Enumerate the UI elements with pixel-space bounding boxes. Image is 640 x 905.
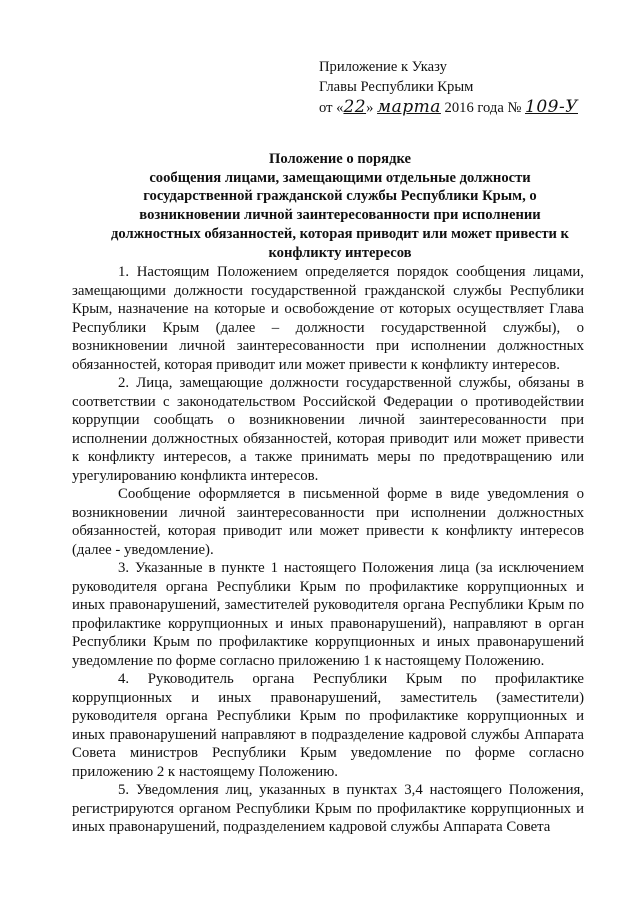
appendix-line-2: Главы Республики Крым — [319, 79, 474, 95]
decree-number-handwritten: 109-У — [525, 97, 578, 117]
appendix-header — [319, 57, 619, 118]
document-body — [72, 263, 584, 837]
date-mid: » — [366, 100, 378, 116]
title-line: возникновении личной заинтересованности при исполнении — [139, 207, 541, 224]
title-line: государственной гражданской службы Республики Крым, о — [143, 188, 537, 205]
title-line: конфликту интересов — [268, 244, 412, 261]
paragraph-2: 2. Лица, замещающие должности государственной службы, обязаны в соответствии с законодательством Российской Федерации о противодействии коррупции сообщать о возникновении личной заинтересованности при исполнении должностных обязанностей, которая приводит или может привести к конфликту интересов, а также принимать меры по предотвращению или урегулированию конфликта интересов. — [72, 375, 584, 484]
date-prefix: от « — [319, 100, 344, 116]
paragraph-1: 1. Настоящим Положением определяется порядок сообщения лицами, замещающими должности государственной гражданской службы Республики Крым, назначение на которые и освобождение от которых осуществляет Глава Республики Крым (далее – должности государственной службы), о возникновении личной заинтересованности при исполнении должностных обязанностей, которая приводит или может привести к конфликту интересов. — [72, 264, 584, 373]
title-line: должностных обязанностей, которая приводит или может привести к — [111, 225, 569, 242]
paragraph-3: 3. Указанные в пункте 1 настоящего Положения лица (за исключением руководителя органа Республики Крым по профилактике коррупционных и иных правонарушений, заместителей руководителя органа Республики Крым по профилактике коррупционных и иных правонарушений), направляют в орган Республики Крым по профилактике коррупционных и иных правонарушений уведомление по форме согласно приложению 1 к настоящему Положению. — [72, 560, 584, 669]
date-month-handwritten: марта — [377, 97, 441, 117]
paragraph-4: 4. Руководитель органа Республики Крым по профилактике коррупционных и иных правонарушений, заместитель (заместители) руководителя органа Республики Крым по профилактике коррупционных и иных правонарушений направляют в подразделение кадровой службы Аппарата Совета министров Республики Крым уведомление по форме согласно приложению 2 к настоящему Положению. — [72, 671, 584, 780]
date-day-handwritten: 22 — [343, 97, 367, 117]
paragraph-5: 5. Уведомления лиц, указанных в пунктах 3,4 настоящего Положения, регистрируются органом Республики Крым по профилактике коррупционных и иных правонарушений, подразделением кадровой службы Аппарата Совета — [72, 782, 584, 835]
appendix-line-1: Приложение к Указу — [319, 59, 447, 75]
appendix-date-line — [319, 97, 619, 118]
date-suffix: 2016 года № — [440, 100, 526, 116]
title-line: сообщения лицами, замещающими отдельные должности — [149, 169, 531, 186]
paragraph-notification: Сообщение оформляется в письменной форме в виде уведомления о возникновении личной заинтересованности при исполнении должностных обязанностей, которая приводит или может привести к конфликту интересов (далее - уведомление). — [72, 486, 584, 558]
title-line: Положение о порядке — [269, 151, 411, 167]
document-title — [60, 150, 620, 262]
